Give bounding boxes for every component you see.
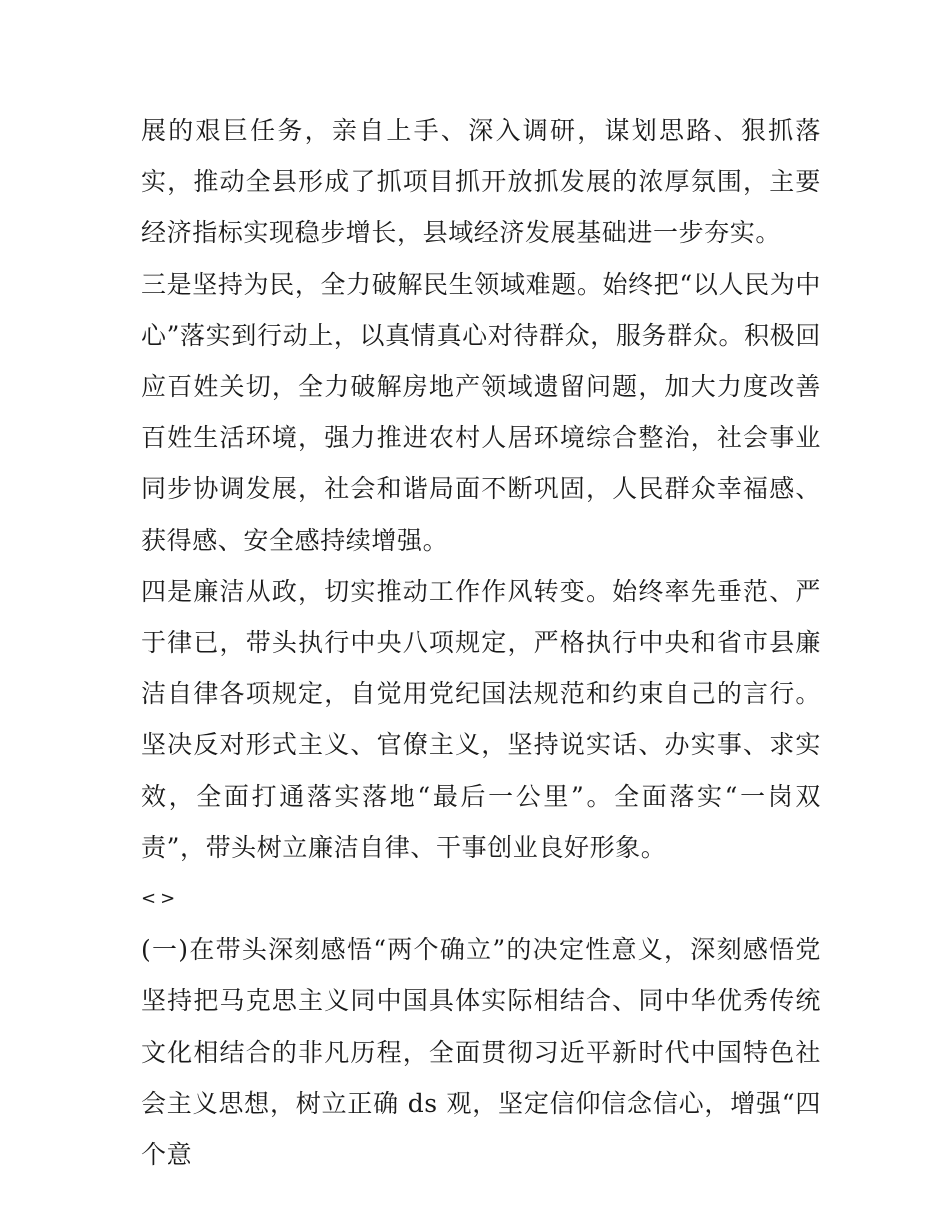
- paragraph-economic-development: 展的艰巨任务，亲自上手、深入调研，谋划思路、狠抓落实，推动全县形成了抓项目抓开放抓发展的浓厚氛围，主要经济指标实现稳步增长，县域经济发展基础进一步夯实。: [141, 116, 821, 248]
- paragraph-two-establishments: (一)在带头深刻感悟“两个确立”的决定性意义，深刻感悟党坚持把马克思主义同中国具体实际相结合、同中华优秀传统文化相结合的非凡历程，全面贯彻习近平新时代中国特色社会主义思想，树立正确 ds 观，坚定信仰信念信心，增强“四个意: [141, 935, 821, 1170]
- paragraph-people-livelihood: 三是坚持为民，全力破解民生领域难题。始终把“以人民为中心”落实到行动上，以真情真心对待群众，服务群众。积极回应百姓关切，全力破解房地产领域遗留问题，加大力度改善百姓生活环境，强力推进农村人居环境综合整治，社会事业同步协调发展，社会和谐局面不断巩固，人民群众幸福感、获得感、安全感持续增强。: [141, 269, 821, 555]
- paragraph-clean-governance: 四是廉洁从政，切实推动工作作风转变。始终率先垂范、严于律已，带头执行中央八项规定，严格执行中央和省市县廉洁自律各项规定，自觉用党纪国法规范和约束自己的言行。坚决反对形式主义、官僚主义，坚持说实话、办实事、求实效，全面打通落实落地“最后一公里”。全面落实“一岗双责”，带头树立廉洁自律、干事创业良好形象。: [141, 576, 821, 862]
- section-marker: <>: [141, 888, 180, 910]
- document-body: [141, 105, 821, 1180]
